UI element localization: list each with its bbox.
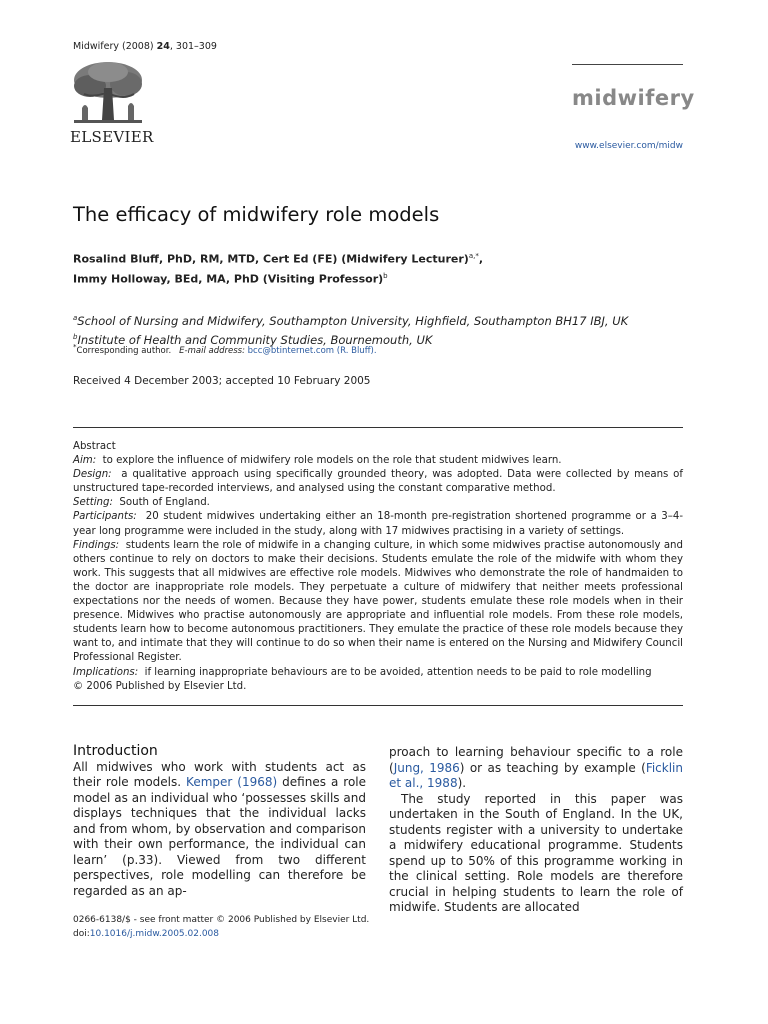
publisher-name: ELSEVIER xyxy=(70,128,154,146)
author-1-sup[interactable]: a,* xyxy=(468,252,479,260)
aim-text: to explore the influence of midwifery role models on the role that student midwives learn. xyxy=(102,455,562,467)
journal-citation xyxy=(73,41,217,52)
setting-text: South of England. xyxy=(119,497,210,509)
introduction-heading: Introduction xyxy=(73,743,158,759)
author-2: Immy Holloway, BEd, MA, PhD (Visiting Professor) xyxy=(73,272,384,286)
intro-paragraph-2: The study reported in this paper was undertaken in the South of England. In the UK, students register with a university to undertake a midwifery educational programme. Students spend up to 50% of this programme working in the clinical setting. Role models are therefore crucial in helping students to learn the role of midwife. Students are allocated xyxy=(389,791,683,914)
participants-text: 20 student midwives undertaking either an 18-month pre-registration shortened programme or a 3–4-year long programme were included in the study, along with 17 midwives practising in a variety of settings. xyxy=(73,511,683,537)
ref-ficklin-link[interactable]: Ficklin et al., 1988 xyxy=(389,760,683,790)
design-text: a qualitative approach using specifically grounded theory, was adopted. Data were collected by means of unstructured tape-recorded interviews, and analysed using the constant comparative method. xyxy=(73,469,684,495)
corresp-text: Corresponding author. xyxy=(76,345,172,356)
affiliation-a xyxy=(73,310,628,329)
author-list xyxy=(73,248,483,287)
body-column-left xyxy=(73,744,366,899)
abstract-aim xyxy=(73,454,683,468)
findings-text: students learn the role of midwife in a changing culture, in which some midwives practise autonomously and others continue to rely on doctors to make their decisions. Students emulate the role of the midwife with whom they work. This suggests that all midwives are effective role models. Midwives who demonstrate the role of handmaiden to the doctor are inappropriate role models. They perpetuate a culture of midwifery that neither meets professional expectations nor the needs of women. Because they have power, students emulate these role models when in their presence. Midwives who practise autonomously are appropriate and influential role models. From these role models, students learn how to become autonomous practitioners. They emulate the practice of these role models because they want to, and intimate that they will continue to do so when their name is entered on the Nursing and Midwifery Council Professional Register. xyxy=(73,539,683,664)
abstract-rule-top xyxy=(73,427,683,428)
citation-volume: 24 xyxy=(156,41,170,52)
author-line-2 xyxy=(73,268,483,288)
intro-paragraph-1 xyxy=(73,760,366,900)
implications-label: Implications: xyxy=(73,666,139,678)
body-column-right xyxy=(389,745,683,916)
author-line-1 xyxy=(73,248,483,268)
doi-link[interactable]: 10.1016/j.midw.2005.02.008 xyxy=(89,929,220,939)
affiliation-b-text: Institute of Health and Community Studies, Bournemouth, UK xyxy=(77,332,433,347)
author-1: Rosalind Bluff, PhD, RM, MTD, Cert Ed (FE) (Midwifery Lecturer) xyxy=(73,252,469,266)
issn-line: 0266-6138/$ - see front matter © 2006 Published by Elsevier Ltd. xyxy=(73,915,370,925)
affiliation-a-text: School of Nursing and Midwifery, Southampton University, Highfield, Southampton BH17 IBJ, UK xyxy=(77,313,629,328)
c1-text-b: defines a role model as an individual who ‘possesses skills and displays techniques that the individual lacks and from whom, by observation and comparison with their own performance, the individual can learn’ (p.33). Viewed from two different perspectives, role modelling can therefore be regarded as an ap- xyxy=(73,775,366,898)
c2-text-b: ) or as teaching by example ( xyxy=(459,760,646,775)
author-1-tail: , xyxy=(478,252,484,266)
affiliation-a-sup: a xyxy=(73,314,78,322)
ref-kemper-link[interactable]: Kemper (1968) xyxy=(186,775,278,789)
received-dates: Received 4 December 2003; accepted 10 February 2005 xyxy=(73,375,371,387)
abstract xyxy=(73,440,683,694)
corresp-sup: * xyxy=(73,342,77,351)
setting-label: Setting: xyxy=(73,497,113,509)
ref-jung-link[interactable]: Jung, 1986 xyxy=(393,760,460,775)
design-label: Design: xyxy=(73,469,112,481)
affiliation-b-sup: b xyxy=(73,332,78,341)
c2-text-c: ). xyxy=(457,776,467,790)
citation-journal: Midwifery (2008) xyxy=(73,41,157,52)
abstract-implications xyxy=(73,666,683,680)
doi-label: doi: xyxy=(73,929,90,939)
article-title: The efficacy of midwifery role models xyxy=(73,203,440,226)
abstract-rule-bottom xyxy=(73,705,683,706)
abstract-findings xyxy=(73,539,683,666)
author-2-sup[interactable]: b xyxy=(383,271,388,280)
email-link[interactable]: bcc@btinternet.com (R. Bluff). xyxy=(247,345,377,356)
page-footer xyxy=(73,913,369,941)
c1-text-a: All midwives who work with students act as their role models. xyxy=(73,759,366,789)
abstract-heading: Abstract xyxy=(73,441,116,452)
intro-paragraph-continued xyxy=(389,745,683,792)
doi-line xyxy=(73,927,369,941)
journal-rule xyxy=(572,64,683,65)
participants-label: Participants: xyxy=(73,511,137,523)
journal-url-link[interactable]: www.elsevier.com/midw xyxy=(574,141,683,151)
findings-label: Findings: xyxy=(73,539,120,551)
citation-pages: , 301–309 xyxy=(169,41,217,52)
aim-label: Aim: xyxy=(73,455,97,467)
abstract-design xyxy=(73,468,683,496)
implications-text: if learning inappropriate behaviours are to be avoided, attention needs to be paid to role modelling xyxy=(144,666,652,678)
corresponding-author xyxy=(73,342,377,356)
abstract-setting xyxy=(73,496,683,510)
journal-name: midwifery xyxy=(572,86,695,110)
abstract-copyright: © 2006 Published by Elsevier Ltd. xyxy=(73,680,247,692)
c2-text-a: proach to learning behaviour specific to a role ( xyxy=(389,745,683,775)
abstract-participants xyxy=(73,510,683,538)
email-label: E-mail address: xyxy=(179,345,245,356)
